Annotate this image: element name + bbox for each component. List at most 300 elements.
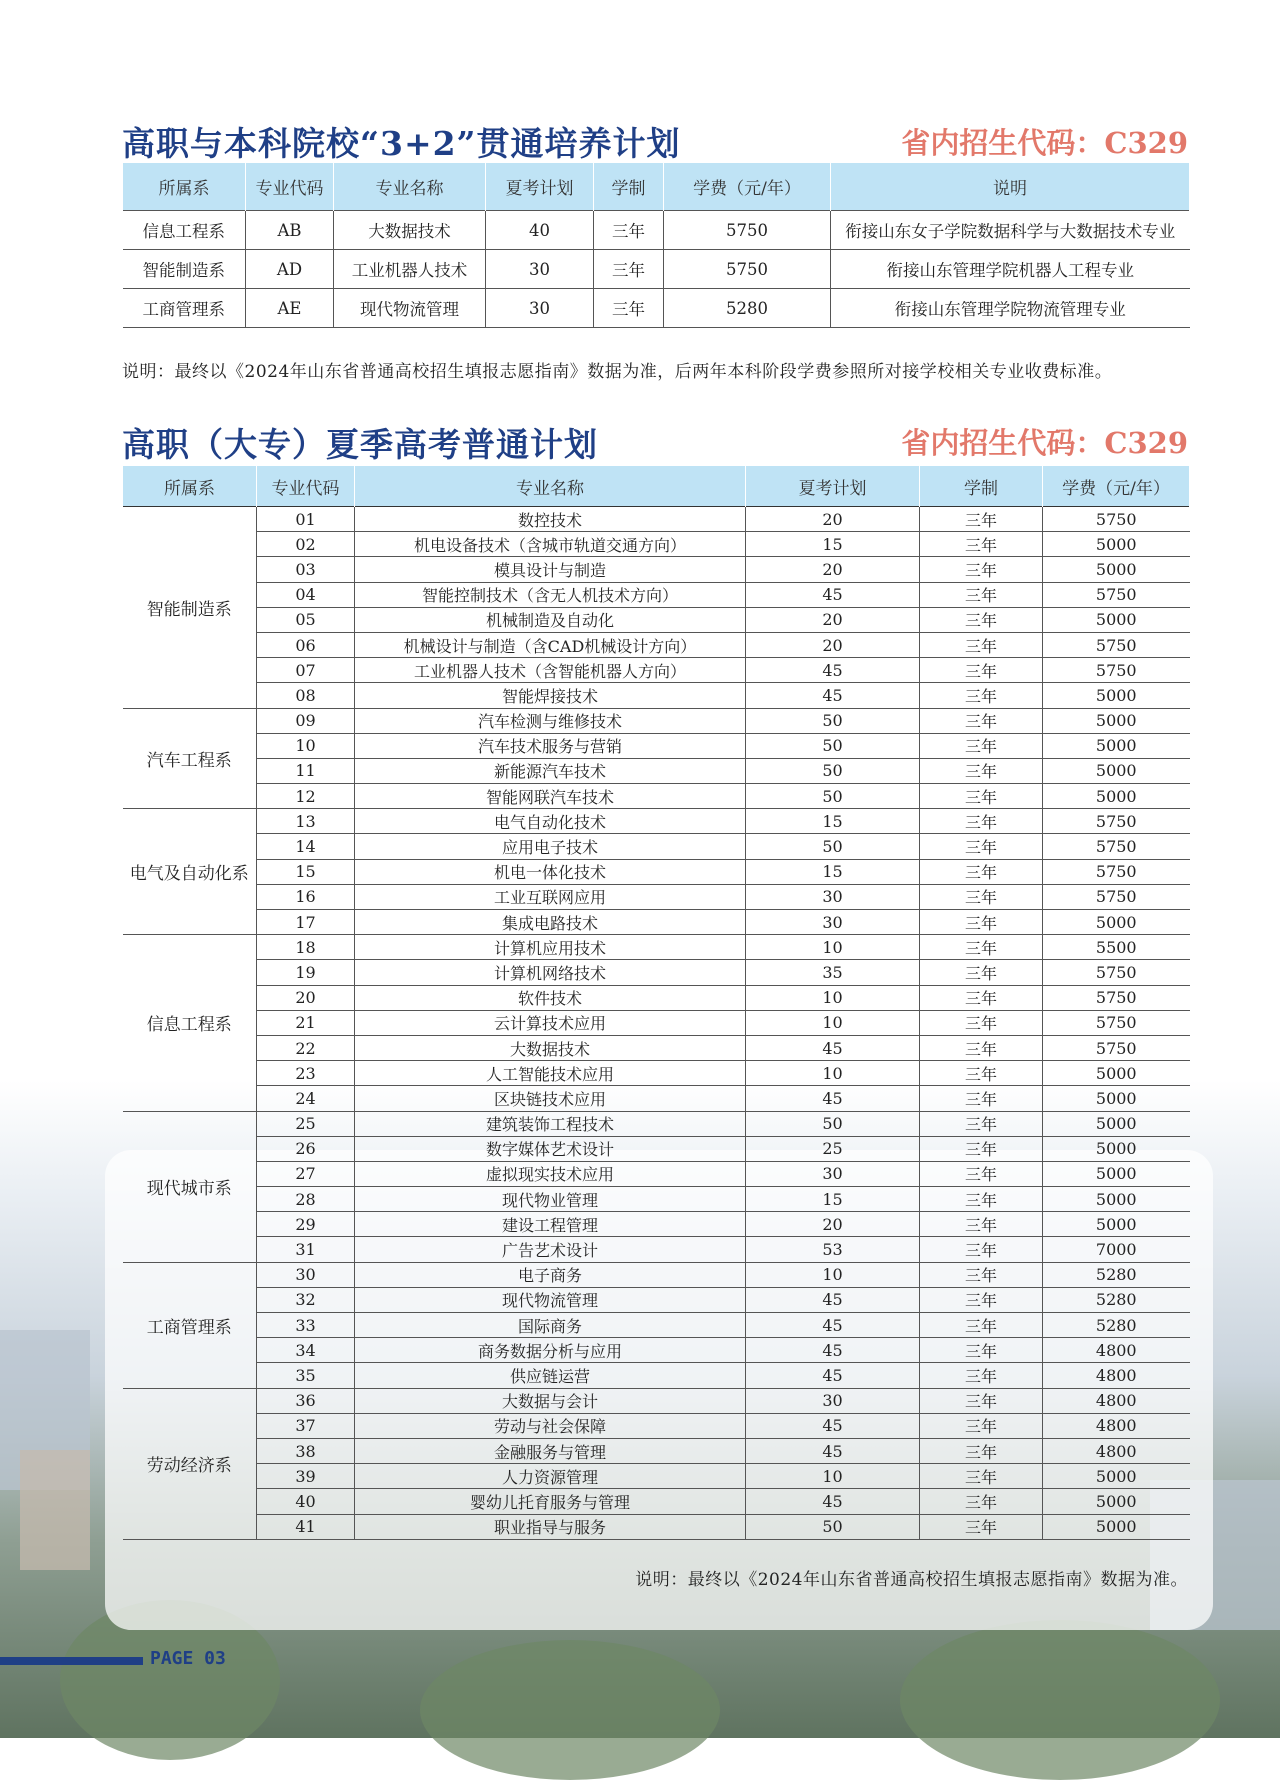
table-cell: 计算机网络技术 (355, 960, 746, 985)
table-cell: 15 (746, 532, 920, 557)
table-cell: 新能源汽车技术 (355, 758, 746, 783)
table-cell: 20 (746, 1212, 920, 1237)
table-cell: 45 (746, 582, 920, 607)
section1-note: 说明：最终以《2024年山东省普通高校招生填报志愿指南》数据为准，后两年本科阶段学费参照所对接学校相关专业收费标准。 (122, 362, 1113, 382)
table-row (123, 985, 1190, 1010)
table-cell: 应用电子技术 (355, 834, 746, 859)
table-cell: 大数据技术 (334, 211, 486, 250)
table-row (123, 211, 1190, 250)
table-3plus2 (122, 163, 1190, 328)
table-cell: 工商管理系 (123, 289, 246, 328)
table-cell: 工业机器人技术（含智能机器人方向） (355, 658, 746, 683)
table-cell: 三年 (920, 884, 1043, 909)
table-row (123, 834, 1190, 859)
table-cell: 软件技术 (355, 985, 746, 1010)
col-duration: 学制 (920, 466, 1043, 507)
table-row (123, 1313, 1190, 1338)
table-cell: 25 (746, 1136, 920, 1161)
table-cell: 15 (746, 1187, 920, 1212)
table-row (123, 1086, 1190, 1111)
table-cell: 婴幼儿托育服务与管理 (355, 1489, 746, 1514)
table-row (123, 658, 1190, 683)
page-bar (0, 1657, 143, 1665)
table-cell: 33 (257, 1313, 355, 1338)
table-cell: 50 (746, 834, 920, 859)
table-cell: 08 (257, 683, 355, 708)
table-cell: 30 (746, 1388, 920, 1413)
table-row (123, 1438, 1190, 1463)
table-cell: AE (246, 289, 334, 328)
table-cell: 28 (257, 1187, 355, 1212)
table-cell: 三年 (920, 1438, 1043, 1463)
table-cell: 31 (257, 1237, 355, 1262)
table-cell: 45 (746, 1363, 920, 1388)
table-cell: 机电一体化技术 (355, 859, 746, 884)
table-cell: 5750 (1043, 985, 1190, 1010)
table-cell: 三年 (920, 1464, 1043, 1489)
table-cell: 三年 (920, 683, 1043, 708)
table-cell: 衔接山东管理学院机器人工程专业 (831, 250, 1190, 289)
table-cell: 18 (257, 935, 355, 960)
table-cell: 智能控制技术（含无人机技术方向） (355, 582, 746, 607)
table-summer-plan (122, 466, 1190, 1540)
table-row (123, 1161, 1190, 1186)
table-cell: 20 (746, 632, 920, 657)
table-cell: 4800 (1043, 1438, 1190, 1463)
table-cell: 5000 (1043, 1464, 1190, 1489)
table-cell: 三年 (920, 910, 1043, 935)
table-cell: 5000 (1043, 1061, 1190, 1086)
table-cell: 工业机器人技术 (334, 250, 486, 289)
table-cell: 16 (257, 884, 355, 909)
table-cell: 20 (257, 985, 355, 1010)
table-row (123, 1489, 1190, 1514)
table-cell: 23 (257, 1061, 355, 1086)
table-cell: 模具设计与制造 (355, 557, 746, 582)
table-cell: 45 (746, 1313, 920, 1338)
table-cell: 区块链技术应用 (355, 1086, 746, 1111)
table-cell: 三年 (920, 507, 1043, 532)
dept-cell: 汽车工程系 (123, 708, 257, 809)
table-cell: 35 (257, 1363, 355, 1388)
table-cell: 三年 (920, 1111, 1043, 1136)
table-cell: 三年 (920, 1086, 1043, 1111)
table-cell: 37 (257, 1413, 355, 1438)
table-cell: 工业互联网应用 (355, 884, 746, 909)
table-cell: 5750 (664, 250, 831, 289)
table-cell: 5000 (1043, 784, 1190, 809)
table-cell: 汽车检测与维修技术 (355, 708, 746, 733)
table-cell: 5000 (1043, 1514, 1190, 1539)
table-cell: 5750 (1043, 884, 1190, 909)
col-code: 专业代码 (246, 163, 334, 211)
table-cell: 35 (746, 960, 920, 985)
table-cell: 三年 (920, 1035, 1043, 1060)
table-cell: 供应链运营 (355, 1363, 746, 1388)
dept-cell: 现代城市系 (123, 1111, 257, 1262)
table-cell: 三年 (920, 1313, 1043, 1338)
table-cell: 金融服务与管理 (355, 1438, 746, 1463)
table-cell: 三年 (920, 1010, 1043, 1035)
table-cell: 三年 (920, 1489, 1043, 1514)
table-cell: 30 (486, 289, 594, 328)
table-row (123, 1464, 1190, 1489)
table-cell: 智能制造系 (123, 250, 246, 289)
table-row (123, 1514, 1190, 1539)
table-cell: 07 (257, 658, 355, 683)
table-cell: 计算机应用技术 (355, 935, 746, 960)
table-cell: 10 (746, 1061, 920, 1086)
table-cell: 三年 (920, 557, 1043, 582)
table-cell: 50 (746, 1514, 920, 1539)
table-cell: 27 (257, 1161, 355, 1186)
table-cell: 7000 (1043, 1237, 1190, 1262)
section2-title: 高职（大专）夏季高考普通计划 (122, 425, 598, 464)
table-cell: 5750 (1043, 658, 1190, 683)
table-cell: 02 (257, 532, 355, 557)
table-cell: 5000 (1043, 1489, 1190, 1514)
table-cell: 26 (257, 1136, 355, 1161)
table-cell: 三年 (920, 809, 1043, 834)
table-row (123, 507, 1190, 532)
table-row (123, 532, 1190, 557)
table-row (123, 809, 1190, 834)
col-major: 专业名称 (334, 163, 486, 211)
table-cell: 40 (486, 211, 594, 250)
table-cell: 5750 (1043, 834, 1190, 859)
table-cell: 5000 (1043, 1161, 1190, 1186)
table-cell: 现代物流管理 (334, 289, 486, 328)
background-building (20, 1450, 90, 1570)
col-plan: 夏考计划 (746, 466, 920, 507)
table-header-row (123, 163, 1190, 211)
col-plan: 夏考计划 (486, 163, 594, 211)
table-cell: 商务数据分析与应用 (355, 1338, 746, 1363)
table-cell: 三年 (920, 1061, 1043, 1086)
table-header-row (123, 466, 1190, 507)
table-cell: 5000 (1043, 1212, 1190, 1237)
table-cell: 03 (257, 557, 355, 582)
table-cell: 智能网联汽车技术 (355, 784, 746, 809)
table-cell: AB (246, 211, 334, 250)
table-row (123, 884, 1190, 909)
background-tree (420, 1640, 720, 1780)
table-cell: 10 (257, 733, 355, 758)
table-cell: 45 (746, 1287, 920, 1312)
table-cell: 21 (257, 1010, 355, 1035)
table-cell: 15 (257, 859, 355, 884)
table-cell: 5500 (1043, 935, 1190, 960)
table-cell: 三年 (920, 532, 1043, 557)
table-cell: 39 (257, 1464, 355, 1489)
table-cell: 5000 (1043, 1086, 1190, 1111)
table-cell: 三年 (920, 607, 1043, 632)
table-cell: 10 (746, 985, 920, 1010)
table-cell: 数字媒体艺术设计 (355, 1136, 746, 1161)
table-cell: 三年 (920, 1413, 1043, 1438)
table-cell: 三年 (920, 1187, 1043, 1212)
section1-code: 省内招生代码：C329 (901, 126, 1188, 160)
table-cell: 15 (746, 809, 920, 834)
table-cell: 10 (746, 1464, 920, 1489)
table-cell: 三年 (920, 708, 1043, 733)
table-cell: 5000 (1043, 683, 1190, 708)
table-cell: 现代物业管理 (355, 1187, 746, 1212)
table-cell: 5000 (1043, 708, 1190, 733)
table-row (123, 1262, 1190, 1287)
table-row (123, 960, 1190, 985)
table-cell: 三年 (920, 632, 1043, 657)
table-row (123, 289, 1190, 328)
table-cell: 5000 (1043, 1111, 1190, 1136)
table-row (123, 1061, 1190, 1086)
table-row (123, 758, 1190, 783)
table-row (123, 632, 1190, 657)
table-cell: 大数据与会计 (355, 1388, 746, 1413)
table-cell: 三年 (920, 582, 1043, 607)
table-row (123, 1237, 1190, 1262)
table-row (123, 784, 1190, 809)
table-cell: 广告艺术设计 (355, 1237, 746, 1262)
table-cell: 4800 (1043, 1388, 1190, 1413)
table-cell: 三年 (920, 1262, 1043, 1287)
table-cell: 云计算技术应用 (355, 1010, 746, 1035)
col-major: 专业名称 (355, 466, 746, 507)
table-cell: 20 (746, 557, 920, 582)
table-cell: 30 (746, 1161, 920, 1186)
table-cell: 45 (746, 1086, 920, 1111)
table-cell: 30 (746, 884, 920, 909)
table-cell: 50 (746, 1111, 920, 1136)
table-cell: 20 (746, 507, 920, 532)
table-row (123, 733, 1190, 758)
table-cell: 职业指导与服务 (355, 1514, 746, 1539)
table-cell: 5750 (1043, 632, 1190, 657)
table-cell: 衔接山东女子学院数据科学与大数据技术专业 (831, 211, 1190, 250)
table-cell: 现代物流管理 (355, 1287, 746, 1312)
table-cell: 11 (257, 758, 355, 783)
table-cell: 14 (257, 834, 355, 859)
section2-note: 说明：最终以《2024年山东省普通高校招生填报志愿指南》数据为准。 (635, 1570, 1188, 1590)
table-cell: 三年 (920, 834, 1043, 859)
table-cell: 三年 (920, 733, 1043, 758)
table-cell: 5280 (1043, 1287, 1190, 1312)
table-cell: 智能焊接技术 (355, 683, 746, 708)
table-cell: 衔接山东管理学院物流管理专业 (831, 289, 1190, 328)
table-cell: 三年 (920, 1287, 1043, 1312)
table-row (123, 683, 1190, 708)
table-cell: 5750 (1043, 507, 1190, 532)
col-duration: 学制 (594, 163, 664, 211)
table-cell: 45 (746, 683, 920, 708)
table-cell: 4800 (1043, 1413, 1190, 1438)
table-row (123, 1413, 1190, 1438)
table-row (123, 1388, 1190, 1413)
table-cell: 05 (257, 607, 355, 632)
table-cell: 32 (257, 1287, 355, 1312)
table-cell: 5750 (1043, 809, 1190, 834)
table-cell: 50 (746, 733, 920, 758)
table-cell: 电气自动化技术 (355, 809, 746, 834)
table-cell: 5280 (664, 289, 831, 328)
table-cell: 50 (746, 758, 920, 783)
table-cell: 机电设备技术（含城市轨道交通方向） (355, 532, 746, 557)
dept-cell: 信息工程系 (123, 935, 257, 1111)
col-dept: 所属系 (123, 163, 246, 211)
table-cell: 10 (746, 1262, 920, 1287)
table-cell: 三年 (594, 250, 664, 289)
table-cell: 信息工程系 (123, 211, 246, 250)
table-cell: AD (246, 250, 334, 289)
table-cell: 45 (746, 1413, 920, 1438)
table-row (123, 935, 1190, 960)
table-cell: 53 (746, 1237, 920, 1262)
table-cell: 建筑装饰工程技术 (355, 1111, 746, 1136)
table-cell: 三年 (594, 289, 664, 328)
table-cell: 5750 (664, 211, 831, 250)
table-cell: 数控技术 (355, 507, 746, 532)
table-cell: 06 (257, 632, 355, 657)
table-row (123, 1136, 1190, 1161)
table-cell: 三年 (920, 658, 1043, 683)
table-row (123, 859, 1190, 884)
table-cell: 04 (257, 582, 355, 607)
table-cell: 29 (257, 1212, 355, 1237)
table-cell: 38 (257, 1438, 355, 1463)
table-cell: 三年 (920, 960, 1043, 985)
table-cell: 34 (257, 1338, 355, 1363)
table-cell: 5750 (1043, 1035, 1190, 1060)
table-row (123, 1287, 1190, 1312)
table-cell: 5000 (1043, 733, 1190, 758)
table-cell: 15 (746, 859, 920, 884)
table-cell: 三年 (920, 859, 1043, 884)
table-cell: 国际商务 (355, 1313, 746, 1338)
table-cell: 30 (486, 250, 594, 289)
table-cell: 13 (257, 809, 355, 834)
table-row (123, 557, 1190, 582)
table-cell: 5750 (1043, 960, 1190, 985)
table-cell: 人力资源管理 (355, 1464, 746, 1489)
table-row (123, 1187, 1190, 1212)
table-cell: 虚拟现实技术应用 (355, 1161, 746, 1186)
table-cell: 人工智能技术应用 (355, 1061, 746, 1086)
table-cell: 4800 (1043, 1338, 1190, 1363)
table-cell: 机械制造及自动化 (355, 607, 746, 632)
dept-cell: 工商管理系 (123, 1262, 257, 1388)
table-cell: 45 (746, 1438, 920, 1463)
background-tree (900, 1620, 1220, 1780)
table-cell: 机械设计与制造（含CAD机械设计方向） (355, 632, 746, 657)
table-row (123, 607, 1190, 632)
table-cell: 09 (257, 708, 355, 733)
table-row (123, 1111, 1190, 1136)
table-cell: 45 (746, 1338, 920, 1363)
table-cell: 5000 (1043, 532, 1190, 557)
table-cell: 30 (257, 1262, 355, 1287)
table-cell: 41 (257, 1514, 355, 1539)
table-cell: 三年 (920, 1212, 1043, 1237)
dept-cell: 劳动经济系 (123, 1388, 257, 1539)
table-cell: 5000 (1043, 1136, 1190, 1161)
table-cell: 45 (746, 1489, 920, 1514)
table-cell: 5000 (1043, 607, 1190, 632)
col-code: 专业代码 (257, 466, 355, 507)
table-cell: 5280 (1043, 1313, 1190, 1338)
dept-cell: 智能制造系 (123, 507, 257, 709)
table-cell: 三年 (920, 935, 1043, 960)
table-cell: 40 (257, 1489, 355, 1514)
table-cell: 三年 (920, 985, 1043, 1010)
table-cell: 36 (257, 1388, 355, 1413)
table-row (123, 1010, 1190, 1035)
table-cell: 大数据技术 (355, 1035, 746, 1060)
table-cell: 三年 (920, 1136, 1043, 1161)
table-cell: 三年 (920, 1161, 1043, 1186)
col-fee: 学费（元/年） (664, 163, 831, 211)
table-row (123, 1212, 1190, 1237)
table-cell: 三年 (920, 1363, 1043, 1388)
col-fee: 学费（元/年） (1043, 466, 1190, 507)
table-cell: 22 (257, 1035, 355, 1060)
table-row (123, 1338, 1190, 1363)
table-cell: 三年 (920, 1338, 1043, 1363)
table-cell: 建设工程管理 (355, 1212, 746, 1237)
table-cell: 三年 (920, 1237, 1043, 1262)
table-cell: 5750 (1043, 859, 1190, 884)
table-cell: 5000 (1043, 1187, 1190, 1212)
table-cell: 50 (746, 708, 920, 733)
col-dept: 所属系 (123, 466, 257, 507)
table-cell: 5000 (1043, 557, 1190, 582)
table-cell: 10 (746, 1010, 920, 1035)
table-cell: 45 (746, 658, 920, 683)
table-row (123, 582, 1190, 607)
section2-code: 省内招生代码：C329 (901, 426, 1188, 460)
table-cell: 汽车技术服务与营销 (355, 733, 746, 758)
table-cell: 25 (257, 1111, 355, 1136)
table-cell: 12 (257, 784, 355, 809)
table-cell: 5750 (1043, 582, 1190, 607)
dept-cell: 电气及自动化系 (123, 809, 257, 935)
table-cell: 4800 (1043, 1363, 1190, 1388)
table-cell: 17 (257, 910, 355, 935)
page-number: PAGE 03 (150, 1648, 226, 1669)
table-cell: 5750 (1043, 1010, 1190, 1035)
table-row (123, 708, 1190, 733)
table-cell: 45 (746, 1035, 920, 1060)
table-cell: 30 (746, 910, 920, 935)
col-remark: 说明 (831, 163, 1190, 211)
table-cell: 01 (257, 507, 355, 532)
table-row (123, 910, 1190, 935)
table-cell: 5000 (1043, 758, 1190, 783)
table-cell: 20 (746, 607, 920, 632)
table-row (123, 1035, 1190, 1060)
table-cell: 三年 (920, 784, 1043, 809)
table-cell: 19 (257, 960, 355, 985)
table-cell: 三年 (920, 758, 1043, 783)
table-cell: 三年 (594, 211, 664, 250)
table-cell: 50 (746, 784, 920, 809)
table-cell: 24 (257, 1086, 355, 1111)
table-cell: 电子商务 (355, 1262, 746, 1287)
table-cell: 三年 (920, 1388, 1043, 1413)
section1-title: 高职与本科院校“3+2”贯通培养计划 (122, 124, 681, 163)
table-row (123, 250, 1190, 289)
table-cell: 5280 (1043, 1262, 1190, 1287)
table-row (123, 1363, 1190, 1388)
